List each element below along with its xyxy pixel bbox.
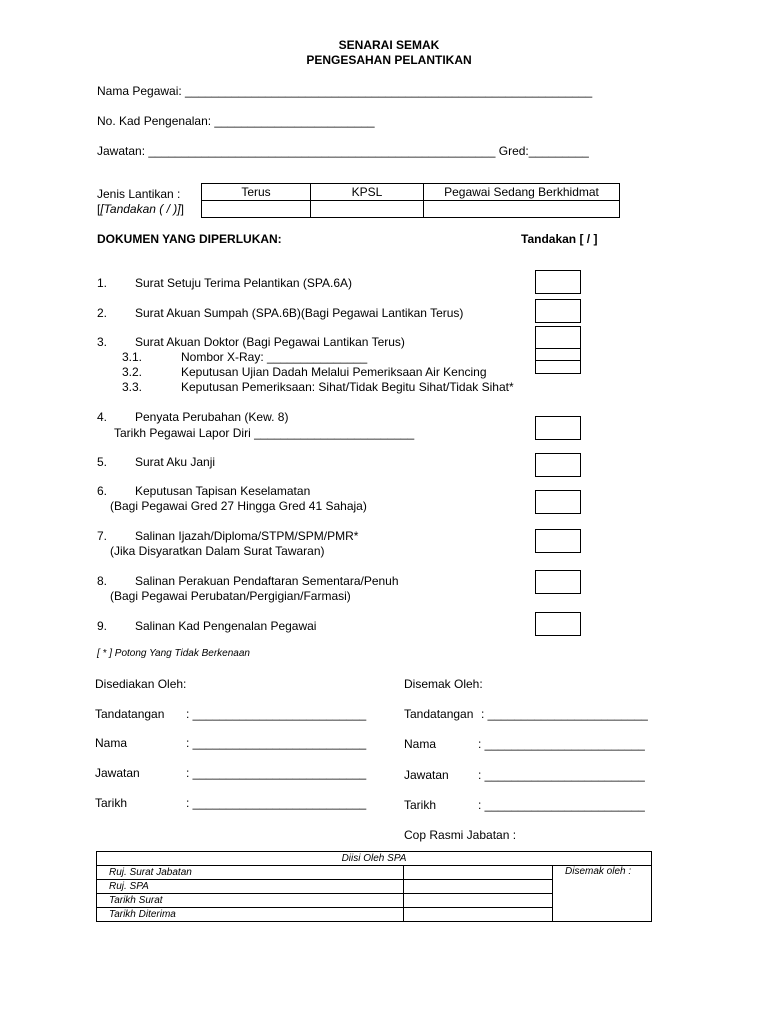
item-5-checkbox[interactable] [535,453,581,477]
item-4-sub[interactable]: Tarikh Pegawai Lapor Diri ________________________ [114,426,415,440]
tandakan-instruction: [[Tandakan ( / )]] [97,202,184,216]
item-7-checkbox[interactable] [535,529,581,553]
kpsl-checkbox[interactable] [311,201,424,218]
jenis-lantikan-table [201,183,620,218]
item-9-checkbox[interactable] [535,612,581,636]
disediakan-jawatan-line[interactable]: : __________________________ [186,766,367,780]
cop-rasmi-label: Cop Rasmi Jabatan : [404,828,517,842]
disediakan-nama-line[interactable]: : __________________________ [186,736,367,750]
item-5-text: Surat Aku Janji [135,455,216,469]
spa-header: Diisi Oleh SPA [97,852,652,866]
item-6-checkbox[interactable] [535,490,581,514]
terus-checkbox[interactable] [202,201,311,218]
item-3-2-num: 3.2. [122,365,143,379]
disemak-nama-label: Nama [404,737,437,751]
spa-table [96,851,652,922]
disemak-tarikh-line[interactable]: : ________________________ [478,798,645,812]
col-kpsl: KPSL [311,184,424,201]
item-3-1-num: 3.1. [122,350,143,364]
item-2-checkbox[interactable] [535,299,581,323]
item-5-num: 5. [97,455,108,469]
col-terus: Terus [202,184,311,201]
spa-row-ruj-surat-jabatan: Ruj. Surat Jabatan [97,866,404,880]
spa-row-tarikh-surat: Tarikh Surat [97,894,404,908]
disemak-tandatangan-label: Tandatangan [404,707,474,721]
item-8-checkbox[interactable] [535,570,581,594]
item-9-num: 9. [97,619,108,633]
item-4-checkbox[interactable] [535,416,581,440]
kad-pengenalan-field[interactable]: No. Kad Pengenalan: ________________________ [97,114,375,128]
item-4-num: 4. [97,410,108,424]
item-3-3-text: Keputusan Pemeriksaan: Sihat/Tidak Begitu Sihat/Tidak Sihat* [181,380,514,394]
item-8-sub: (Bagi Pegawai Perubatan/Pergigian/Farmasi) [110,589,351,603]
spa-cell-ruj-spa[interactable] [404,880,553,894]
item-6-text: Keputusan Tapisan Keselamatan [135,484,311,498]
tandakan-instruction-text: [Tandakan ( / )] [100,202,181,216]
disemak-jawatan-label: Jawatan [404,768,449,782]
item-9-text: Salinan Kad Pengenalan Pegawai [135,619,317,633]
nama-pegawai-field[interactable]: Nama Pegawai: _____________________________________________________________ [97,84,593,98]
item-6-num: 6. [97,484,108,498]
item-7-text: Salinan Ijazah/Diploma/STPM/SPM/PMR* [135,529,359,543]
item-1-checkbox[interactable] [535,270,581,294]
item-3-3-num: 3.3. [122,380,143,394]
disediakan-heading: Disediakan Oleh: [95,677,187,691]
disediakan-jawatan-label: Jawatan [95,766,140,780]
item-3-checkbox[interactable] [535,326,581,350]
item-7-sub: (Jika Disyaratkan Dalam Surat Tawaran) [110,544,325,558]
disemak-nama-line[interactable]: : ________________________ [478,737,645,751]
item-4-text: Penyata Perubahan (Kew. 8) [135,410,289,424]
spa-cell-ruj-surat-jabatan[interactable] [404,866,553,880]
title-line-2: PENGESAHAN PELANTIKAN [306,53,472,67]
jawatan-gred-field[interactable]: Jawatan: ____________________________________________________ Gred:_________ [97,144,589,158]
disemak-tandatangan-line[interactable]: : ________________________ [481,707,648,721]
item-1-num: 1. [97,276,108,290]
spa-cell-tarikh-surat[interactable] [404,894,553,908]
disemak-tarikh-label: Tarikh [404,798,437,812]
tandakan-heading: Tandakan [ / ] [521,232,598,246]
disemak-jawatan-line[interactable]: : ________________________ [478,768,645,782]
item-2-text: Surat Akuan Sumpah (SPA.6B)(Bagi Pegawai Lantikan Terus) [135,306,464,320]
disemak-heading: Disemak Oleh: [404,677,483,691]
item-3-text: Surat Akuan Doktor (Bagi Pegawai Lantikan Terus) [135,335,405,349]
dokumen-heading: DOKUMEN YANG DIPERLUKAN: [97,232,282,246]
item-8-num: 8. [97,574,108,588]
disediakan-tarikh-label: Tarikh [95,796,128,810]
item-3-1-text: Nombor X-Ray: _______________ [181,350,368,364]
item-8-text: Salinan Perakuan Pendaftaran Sementara/Penuh [135,574,399,588]
title-line-1: SENARAI SEMAK [338,38,440,52]
spa-row-tarikh-diterima: Tarikh Diterima [97,908,404,922]
jenis-lantikan-label: Jenis Lantikan : [97,187,181,201]
potong-note: [ * ] Potong Yang Tidak Berkenaan [97,648,250,659]
col-pegawai-sedang-berkhidmat: Pegawai Sedang Berkhidmat [424,184,620,201]
spa-disemak-oleh[interactable]: Disemak oleh : [553,866,652,922]
item-7-num: 7. [97,529,108,543]
item-3-2-checkbox[interactable] [535,360,581,374]
item-3-num: 3. [97,335,108,349]
disediakan-tandatangan-label: Tandatangan [95,707,165,721]
disediakan-tandatangan-line[interactable]: : __________________________ [186,707,367,721]
item-6-sub: (Bagi Pegawai Gred 27 Hingga Gred 41 Sahaja) [110,499,367,513]
item-1-text: Surat Setuju Terima Pelantikan (SPA.6A) [135,276,352,290]
item-3-2-text: Keputusan Ujian Dadah Melalui Pemeriksaan Air Kencing [181,365,487,379]
pegawai-sedang-berkhidmat-checkbox[interactable] [424,201,620,218]
item-2-num: 2. [97,306,108,320]
disediakan-nama-label: Nama [95,736,128,750]
disediakan-tarikh-line[interactable]: : __________________________ [186,796,367,810]
spa-row-ruj-spa: Ruj. SPA [97,880,404,894]
spa-cell-tarikh-diterima[interactable] [404,908,553,922]
